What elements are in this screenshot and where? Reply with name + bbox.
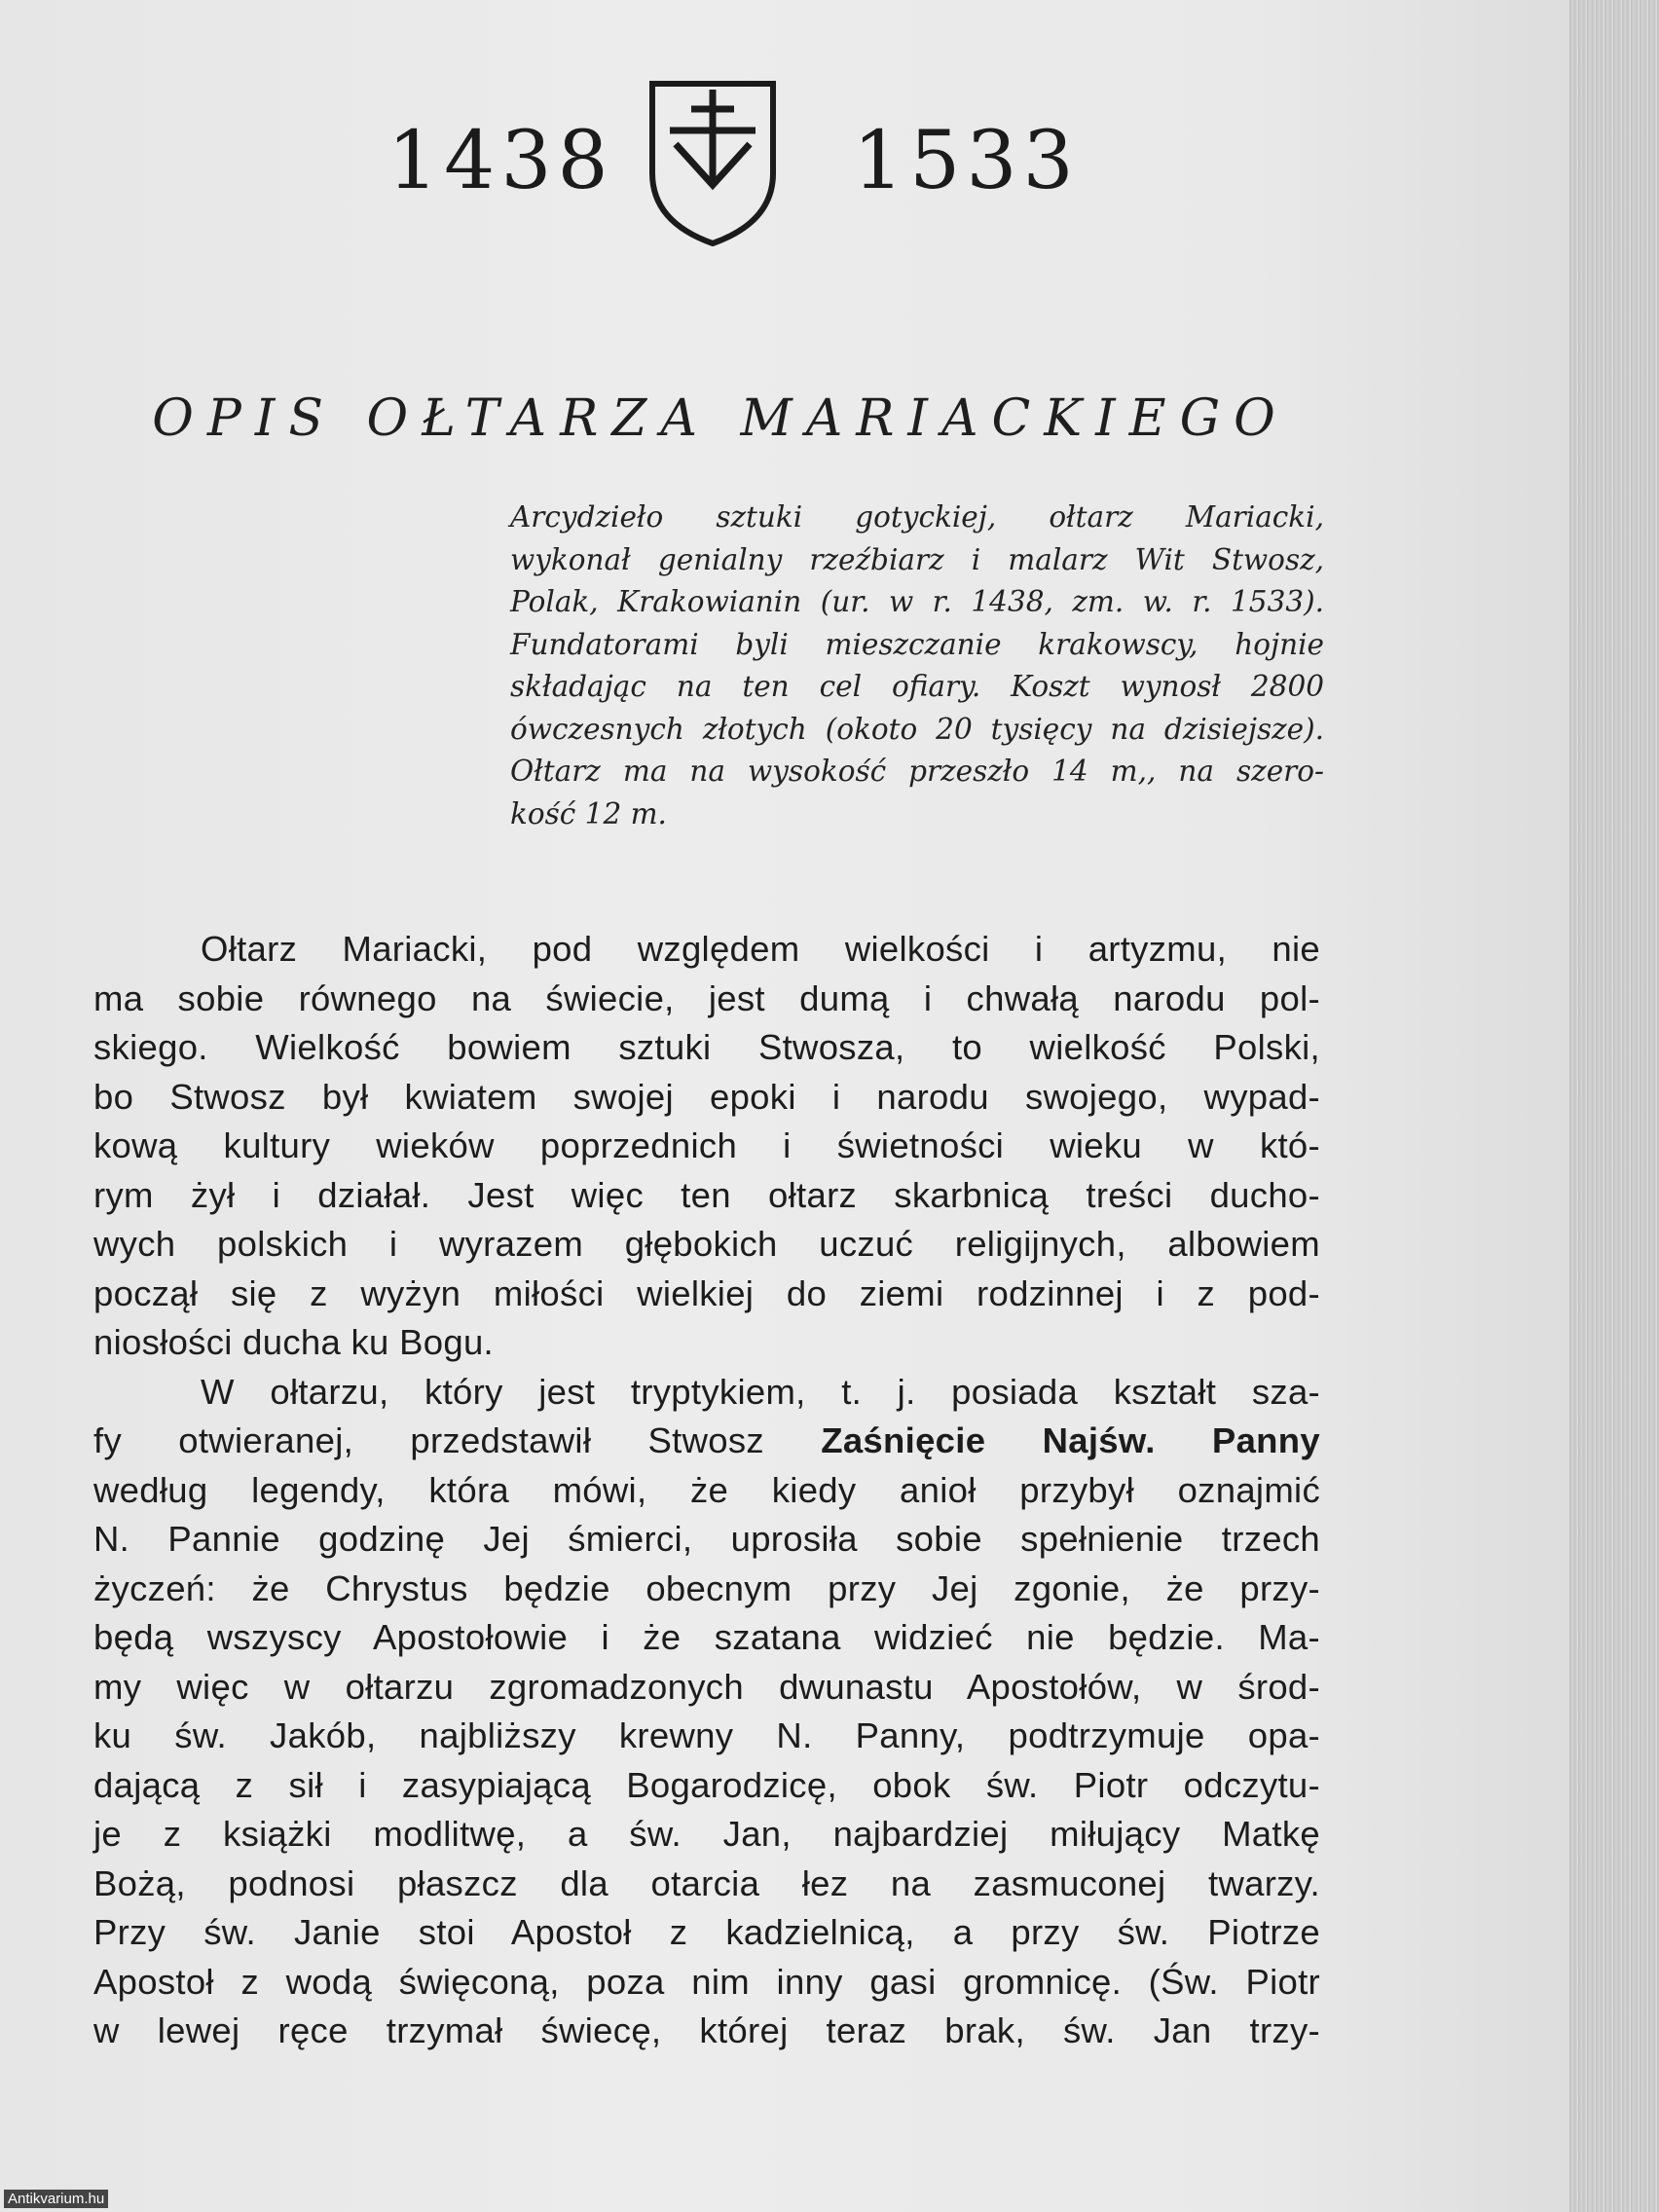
body-line: skiego. Wielkość bowiem sztuki Stwosza, to wielkość Polski, bbox=[93, 1027, 1320, 1067]
body-line: będą wszyscy Apostołowie i że szatana widzieć nie będzie. Ma- bbox=[93, 1617, 1320, 1657]
intro-line: wykonał genialny rzeźbiarz i malarz Wit Stwosz, bbox=[510, 542, 1324, 576]
body-line: dającą z sił i zasypiającą Bogarodzicę, obok św. Piotr odczytu- bbox=[93, 1764, 1320, 1805]
intro-line: Arcydzieło sztuki gotyckiej, ołtarz Mariacki, bbox=[510, 500, 1324, 534]
body-line: N. Pannie godzinę Jej śmierci, uprosiła sobie spełnienie trzech bbox=[93, 1519, 1320, 1559]
body-line bbox=[93, 1417, 1320, 1466]
year-start: 1438 bbox=[387, 115, 614, 207]
body-line: począł się z wyżyn miłości wielkiej do ziemi rodzinnej i z pod- bbox=[93, 1272, 1320, 1313]
intro-line: składając na ten cel ofiary. Koszt wynosł 2800 bbox=[510, 670, 1324, 703]
body-line: ku św. Jakób, najbliższy krewny N. Panny, podtrzymuje opa- bbox=[93, 1715, 1320, 1755]
body-line: Apostoł z wodą święconą, poza nim inny gasi gromnicę. (Św. Piotr bbox=[93, 1961, 1320, 2002]
body-line: Bożą, podnosi płaszcz dla otarcia łez na zasmuconej twarzy. bbox=[93, 1862, 1320, 1903]
body-text bbox=[93, 925, 1320, 2056]
body-line: Ołtarz Mariacki, pod względem wielkości i artyzmu, nie bbox=[201, 929, 1320, 969]
year-end: 1533 bbox=[853, 115, 1080, 207]
watermark: Antikvarium.hu bbox=[4, 2190, 108, 2208]
body-line: wych polskich i wyrazem głębokich uczuć religijnych, albowiem bbox=[93, 1224, 1320, 1264]
intro-line: Polak, Krakowianin (ur. w r. 1438, zm. w. r. 1533). bbox=[510, 585, 1324, 618]
body-line: kową kultury wieków poprzednich i świetności wieku w któ- bbox=[93, 1125, 1320, 1165]
body-line: niosłości ducha ku Bogu. bbox=[93, 1322, 494, 1362]
body-line: my więc w ołtarzu zgromadzonych dwunastu Apostołów, w środ- bbox=[93, 1666, 1320, 1707]
body-line: życzeń: że Chrystus będzie obecnym przy Jej zgonie, że przy- bbox=[93, 1567, 1320, 1608]
intro-paragraph bbox=[510, 497, 1324, 835]
house-mark-crest-icon bbox=[645, 76, 781, 249]
body-line: rym żył i działał. Jest więc ten ołtarz skarbnicą treści ducho- bbox=[93, 1174, 1320, 1215]
body-line: W ołtarzu, który jest tryptykiem, t. j. posiada kształt sza- bbox=[201, 1371, 1320, 1412]
body-line: według legendy, która mówi, że kiedy anioł przybył oznajmić bbox=[93, 1469, 1320, 1510]
body-line: je z książki modlitwę, a św. Jan, najbardziej miłujący Matkę bbox=[93, 1814, 1320, 1854]
body-line-text: fy otwieranej, przedstawił Stwosz bbox=[93, 1420, 764, 1460]
intro-line: kość 12 m. bbox=[510, 796, 667, 830]
body-line: w lewej ręce trzymał świecę, której teraz brak, św. Jan trzy- bbox=[93, 2010, 1320, 2050]
body-line: Przy św. Janie stoi Apostoł z kadzielnicą, a przy św. Piotrze bbox=[93, 1912, 1320, 1952]
intro-line: ówczesnych złotych (okoto 20 tysięcy na dzisiejsze). bbox=[510, 712, 1324, 746]
body-line: bo Stwosz był kwiatem swojej epoki i narodu swojego, wypad- bbox=[93, 1076, 1320, 1117]
page-stack-edge bbox=[1569, 0, 1659, 2212]
intro-line: Ołtarz ma na wysokość przeszło 14 m,, na szero- bbox=[510, 755, 1324, 788]
page-title: OPIS OŁTARZA MARIACKIEGO bbox=[152, 389, 1289, 448]
intro-line: Fundatorami byli mieszczanie krakowscy, hojnie bbox=[510, 627, 1324, 661]
body-line: ma sobie równego na świecie, jest dumą i chwałą narodu pol- bbox=[93, 977, 1320, 1018]
bold-phrase: Zaśnięcie Najśw. Panny bbox=[821, 1420, 1320, 1460]
